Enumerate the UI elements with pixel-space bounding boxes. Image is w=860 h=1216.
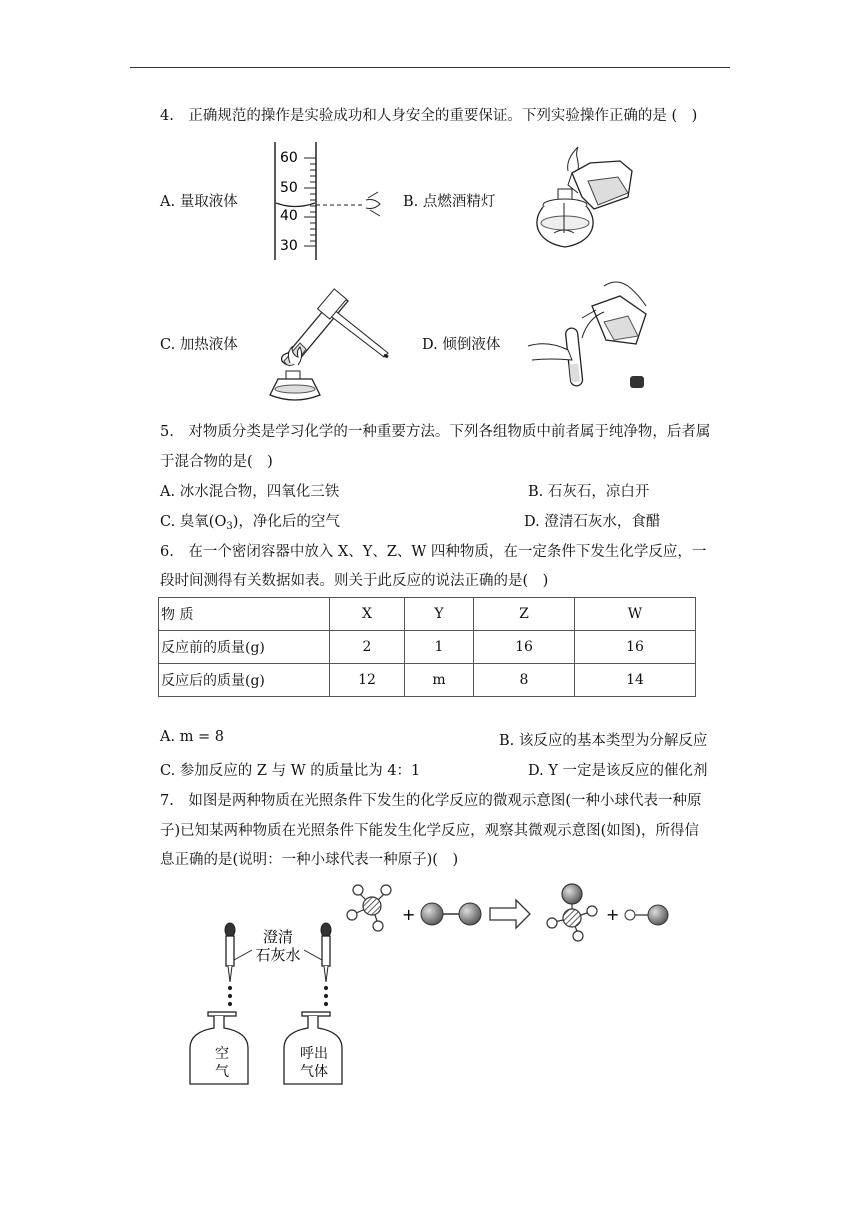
- air-label-line1: 空: [215, 1046, 229, 1062]
- q6-option-d[interactable]: D. Y 一定是该反应的催化剂: [528, 763, 708, 779]
- table-cell: m: [405, 664, 474, 697]
- molecule-product-1: [547, 884, 597, 941]
- table-cell: 1: [405, 631, 474, 664]
- left-dropper-icon: [225, 923, 235, 1006]
- table-header-cell: 物 质: [159, 598, 330, 631]
- right-dropper-icon: [321, 923, 331, 1006]
- svg-text:+: +: [402, 905, 416, 924]
- tick-label-60: 60: [280, 150, 298, 166]
- exhaled-label-line2: 气体: [300, 1064, 328, 1080]
- molecular-reaction-diagram: [340, 878, 680, 948]
- table-header-cell: Y: [405, 598, 474, 631]
- q4-option-b[interactable]: B. 点燃酒精灯: [403, 194, 496, 210]
- table-cell: 12: [330, 664, 405, 697]
- air-label-line2: 气: [215, 1064, 229, 1080]
- q5-option-b[interactable]: B. 石灰石，凉白开: [528, 484, 650, 500]
- q5-stem-line1: 5. 对物质分类是学习化学的一种重要方法。下列各组物质中前者属于纯净物，后者属: [160, 424, 711, 440]
- table-cell: 2: [330, 631, 405, 664]
- q5-stem-line2: 于混合物的是( ): [160, 454, 273, 470]
- molecule-reactant-1: [347, 885, 391, 931]
- q6-option-c[interactable]: C. 参加反应的 Z 与 W 的质量比为 4：1: [160, 763, 421, 779]
- q6-option-b[interactable]: B. 该反应的基本类型为分解反应: [499, 733, 708, 749]
- table-cell: 8: [474, 664, 575, 697]
- limewater-label-line1: 澄清: [262, 928, 294, 946]
- table-cell: 反应前的质量(g): [159, 631, 330, 664]
- table-cell: 16: [575, 631, 696, 664]
- q5-option-c-pre: C. 臭氧(O: [160, 514, 227, 530]
- molecule-reactant-2: [421, 903, 481, 925]
- tick-label-50: 50: [280, 180, 298, 196]
- limewater-experiment-figure: [186, 920, 346, 1100]
- q7-stem-line3: 息正确的是(说明：一种小球代表一种原子)( ): [160, 852, 459, 868]
- table-header-cell: X: [330, 598, 405, 631]
- tick-label-40: 40: [280, 208, 298, 224]
- header-rule: [130, 67, 730, 68]
- heating-liquid-figure: [268, 285, 398, 405]
- q7-stem-line1: 7. 如图是两种物质在光照条件下发生的化学反应的微观示意图(一种小球代表一种原: [160, 793, 702, 809]
- table-header-cell: W: [575, 598, 696, 631]
- q5-option-c-post: )，净化后的空气: [232, 514, 340, 530]
- table-cell: 16: [474, 631, 575, 664]
- limewater-label-line2: 石灰水: [255, 946, 301, 964]
- table-row: [159, 631, 696, 664]
- q6-option-a[interactable]: A. m = 8: [160, 729, 225, 745]
- graduated-cylinder-figure: [268, 140, 393, 262]
- alcohol-lamp-lighting-figure: [528, 143, 643, 258]
- table-cell: 反应后的质量(g): [159, 664, 330, 697]
- q4-option-c[interactable]: C. 加热液体: [160, 337, 238, 353]
- pouring-liquid-figure: [522, 276, 657, 396]
- q6-stem-line2: 段时间测得有关数据如表。则关于此反应的说法正确的是( ): [160, 573, 549, 589]
- q4-option-d[interactable]: D. 倾倒液体: [422, 337, 501, 353]
- q5-option-c[interactable]: [160, 510, 340, 532]
- q6-data-table: [158, 597, 696, 697]
- molecule-product-2: [625, 905, 668, 925]
- q5-option-d[interactable]: D. 澄清石灰水，食醋: [524, 514, 661, 530]
- table-cell: 14: [575, 664, 696, 697]
- table-row: [159, 664, 696, 697]
- q5-option-a[interactable]: A. 冰水混合物，四氧化三铁: [160, 484, 340, 500]
- table-header-cell: Z: [474, 598, 575, 631]
- exhaled-label-line1: 呼出: [300, 1046, 328, 1062]
- tick-label-30: 30: [280, 238, 298, 254]
- svg-text:+: +: [606, 905, 620, 924]
- q5-option-c-sub: 3: [226, 521, 233, 532]
- table-header-row: [159, 598, 696, 631]
- q4-option-a[interactable]: A. 量取液体: [160, 194, 238, 210]
- q7-stem-line2: 子)已知某两种物质在光照条件下能发生化学反应，观察其微观示意图(如图)，所得信: [160, 823, 699, 839]
- reaction-arrow-icon: [490, 900, 530, 928]
- q6-stem-line1: 6. 在一个密闭容器中放入 X、Y、Z、W 四种物质，在一定条件下发生化学反应，一: [160, 544, 707, 560]
- q4-stem: 4. 正确规范的操作是实验成功和人身安全的重要保证。下列实验操作正确的是 ( ): [160, 108, 698, 124]
